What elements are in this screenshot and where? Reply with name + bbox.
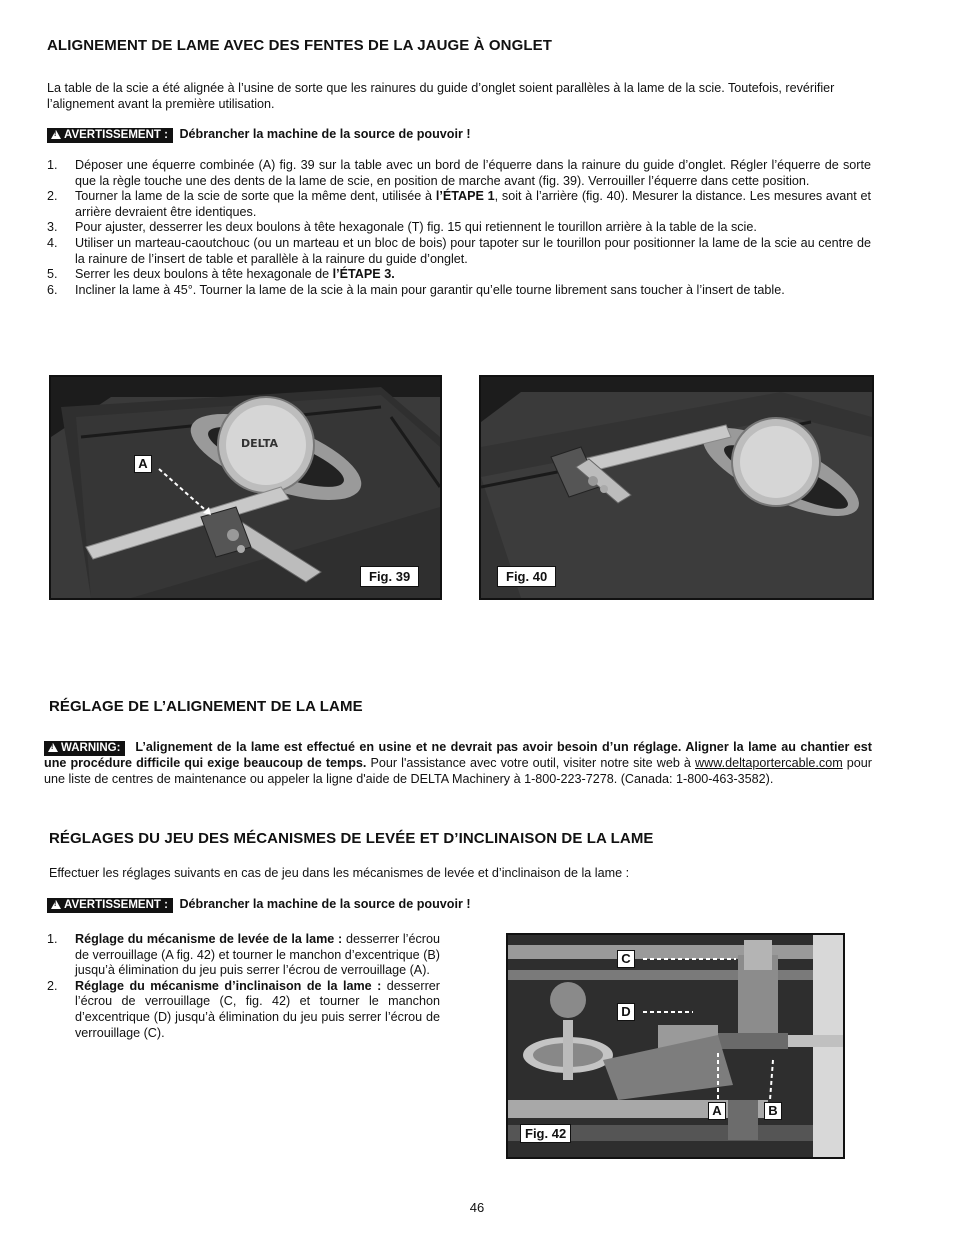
fig40-saw-table-illustration (481, 377, 872, 598)
page-number: 46 (469, 1200, 485, 1215)
list-item: 1. Réglage du mécanisme de levée de la lame : desserrer l’écrou de verrouillage (A fig. 42) et tourner le manchon d’excentrique (B) jusqu’à élimination du jeu puis serrer l’écrou de verrouillage (A). (47, 932, 440, 978)
figure-42-photo (506, 933, 845, 1159)
fig42-callout-b: B (764, 1102, 782, 1120)
warning-triangle-icon (51, 900, 61, 909)
section-title-play-adjustment: RÉGLAGES DU JEU DES MÉCANISMES DE LEVÉE ET D’INCLINAISON DE LA LAME (49, 830, 654, 847)
fig39-label: Fig. 39 (360, 566, 419, 587)
list-item: 3. Pour ajuster, desserrer les deux boulons à tête hexagonale (T) fig. 15 qui retiennent le tourillon arrière à la table de la scie. (47, 220, 757, 235)
figure-40-photo (479, 375, 874, 600)
section-title-alignment: ALIGNEMENT DE LAME AVEC DES FENTES DE LA JAUGE À ONGLET (47, 37, 552, 54)
fig42-callout-d: D (617, 1003, 635, 1021)
blade-alignment-warning-paragraph: !WARNING: L’alignement de la lame est effectué en usine et ne devrait pas avoir besoin d’un réglage. Aligner la lame au chantier est une procédure difficile qui exige beaucoup de temps. Pour l'assistance avec votre outil, visiter notre site web à www.deltaportercable.com pour une liste de centres de maintenance ou appeler la ligne d'aide de DELTA Machinery à 1-800-223-7278. (Canada: 1-800-463-3582). (44, 740, 872, 787)
list-item: 1. Déposer une équerre combinée (A) fig. 39 sur la table avec un bord de l’équerre dans la rainure du guide d’onglet. Régler l’équerre de sorte que la règle touche une des dents de la lame de scie, en position de marche avant (fig. 39). Verrouiller l’équerre dans cette position. (47, 158, 871, 188)
list-item: 4. Utiliser un marteau-caoutchouc (ou un marteau et un bloc de bois) pour tapoter sur le tourillon pour positionner la lame de la scie au centre de la rainure de l’insert de table et parallèle à la rainure du guide d’onglet. (47, 235, 871, 266)
warning-bold-text: L’alignement de la lame est effectué en usine et ne devrait pas avoir besoin d’un réglage. Aligner la lame au chantier est une procédure difficile qui exige beaucoup de temps. (44, 740, 872, 770)
list-item: 6. Incliner la lame à 45°. Tourner la lame de la scie à la main pour garantir qu’elle tourne librement sans toucher à l’insert de table. (47, 282, 785, 297)
warning-badge: !AVERTISSEMENT : (47, 128, 173, 143)
alignment-steps (47, 158, 871, 298)
warning-row (47, 897, 471, 913)
figure-39-photo (49, 375, 442, 600)
warning-triangle-icon (51, 130, 61, 139)
section3-intro: Effectuer les réglages suivants en cas de jeu dans les mécanismes de levée et d’inclinaison de la lame : (49, 866, 630, 880)
list-item: 2. Tourner la lame de la scie de sorte que la même dent, utilisée à l’ÉTAPE 1, soit à l’arrière (fig. 40). Mesurer la distance. Les mesures avant et arrière devraient être identiques. (47, 189, 871, 219)
svg-text:DELTA: DELTA (241, 437, 278, 450)
fig39-saw-table-illustration (51, 377, 440, 598)
warning-triangle-icon (48, 743, 58, 752)
intro-paragraph: La table de la scie a été alignée à l’usine de sorte que les rainures du guide d’onglet soient parallèles à la lame de la scie. Toutefois, revérifier l’alignement avant la première utilisation. (47, 81, 835, 111)
warning-text: Débrancher la machine de la source de pouvoir ! (179, 897, 471, 911)
list-item: 5. Serrer les deux boulons à tête hexagonale de l’ÉTAPE 3. (47, 267, 395, 282)
fig42-callout-a: A (708, 1102, 726, 1120)
warning-text: Débrancher la machine de la source de pouvoir ! (179, 127, 471, 141)
list-item: 2. Réglage du mécanisme d’inclinaison de la lame : desserrer l’écrou de verrouillage (C, fig. 42) et tourner le manchon d’excentrique (D) jusqu’à élimination du jeu puis serrer l’écrou de verrouillage (C). (47, 978, 440, 1040)
play-adjustment-steps (47, 932, 440, 1041)
fig42-callout-c: C (617, 950, 635, 968)
fig39-callout-a: A (134, 455, 152, 473)
warning-badge: !AVERTISSEMENT : (47, 898, 173, 913)
website-link[interactable]: www.deltaportercable.com (695, 756, 843, 770)
section-title-blade-alignment: RÉGLAGE DE L’ALIGNEMENT DE LA LAME (49, 698, 363, 715)
warning-badge: !WARNING: (44, 741, 125, 756)
fig42-label: Fig. 42 (520, 1124, 571, 1143)
fig40-label: Fig. 40 (497, 566, 556, 587)
warning-row (47, 127, 471, 143)
